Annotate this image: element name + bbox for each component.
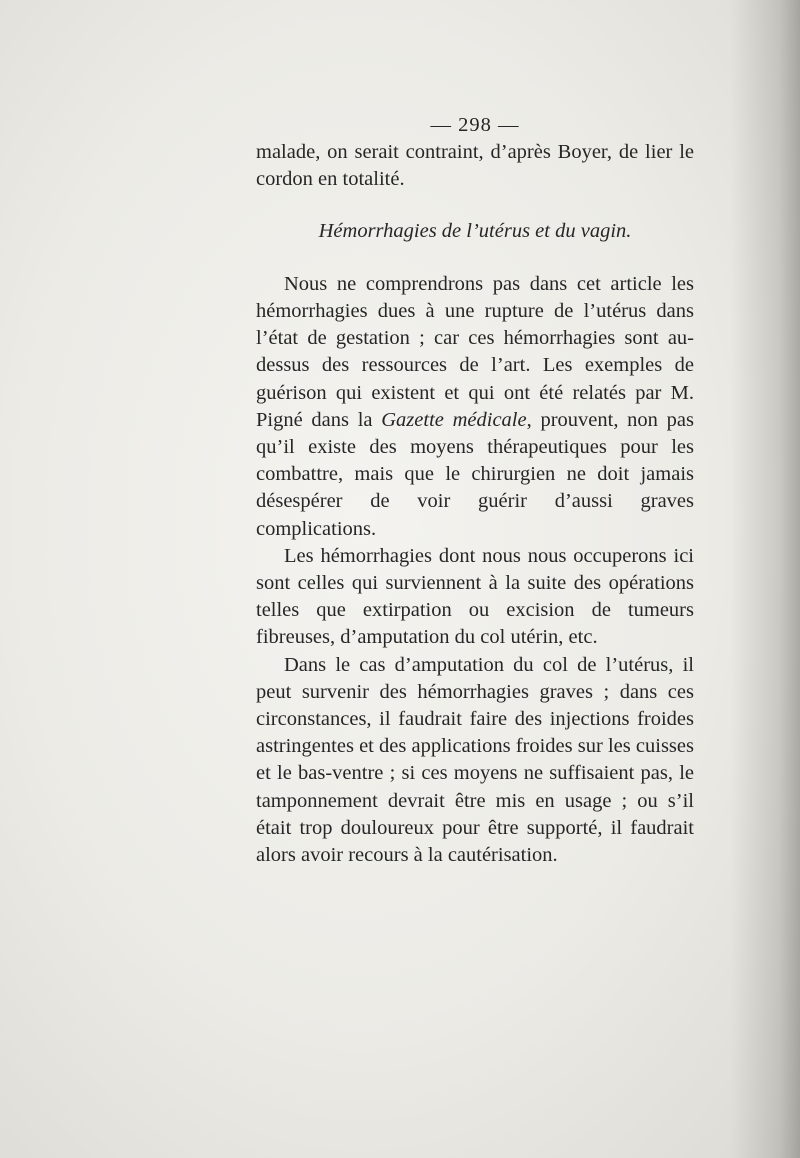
page-text-block (256, 112, 694, 869)
page-number: — 298 — (430, 114, 520, 136)
journal-title: Gazette médicale (381, 408, 527, 431)
paragraph-1 (256, 271, 694, 543)
paragraph-3: Dans le cas d’amputation du col de l’utérus, il peut survenir des hémorrhagies graves ; dans ces circonstances, il faudrait faire des injections froides astringentes et des applications froides sur les cuisses et le bas-ventre ; si ces moyens ne suffisaient pas, le tamponnement devrait être mis en usage ; ou s’il était trop douloureux pour être supporté, il faudrait alors avoir recours à la cautérisation. (256, 653, 694, 867)
section-heading: Hémorrhagies de l’utérus et du vagin. (318, 219, 632, 242)
paragraph-2: Les hémorrhagies dont nous nous occuperons ici sont celles qui surviennent à la suite des opérations telles que extirpation ou excision de tumeurs fibreuses, d’amputation du col utérin, etc. (256, 544, 694, 649)
paragraph-1-text-a: Nous ne comprendrons pas dans cet article les hémorrhagies dues à une rupture de l’utérus dans l’état de gestation ; car ces hémorrhagies sont au-dessus des ressources de l’art. Les exemples de guérison qui existent et qui ont été relatés par M. Pigné dans la (256, 272, 694, 431)
paragraph-1-text-b: , prouvent, non pas qu’il existe des moyens thérapeutiques pour les combattre, mais que le chirurgien ne doit jamais désespérer de voir guérir d’aussi graves complications. (256, 408, 694, 540)
continuation-paragraph: malade, on serait contraint, d’après Boyer, de lier le cordon en totalité. (256, 141, 694, 191)
